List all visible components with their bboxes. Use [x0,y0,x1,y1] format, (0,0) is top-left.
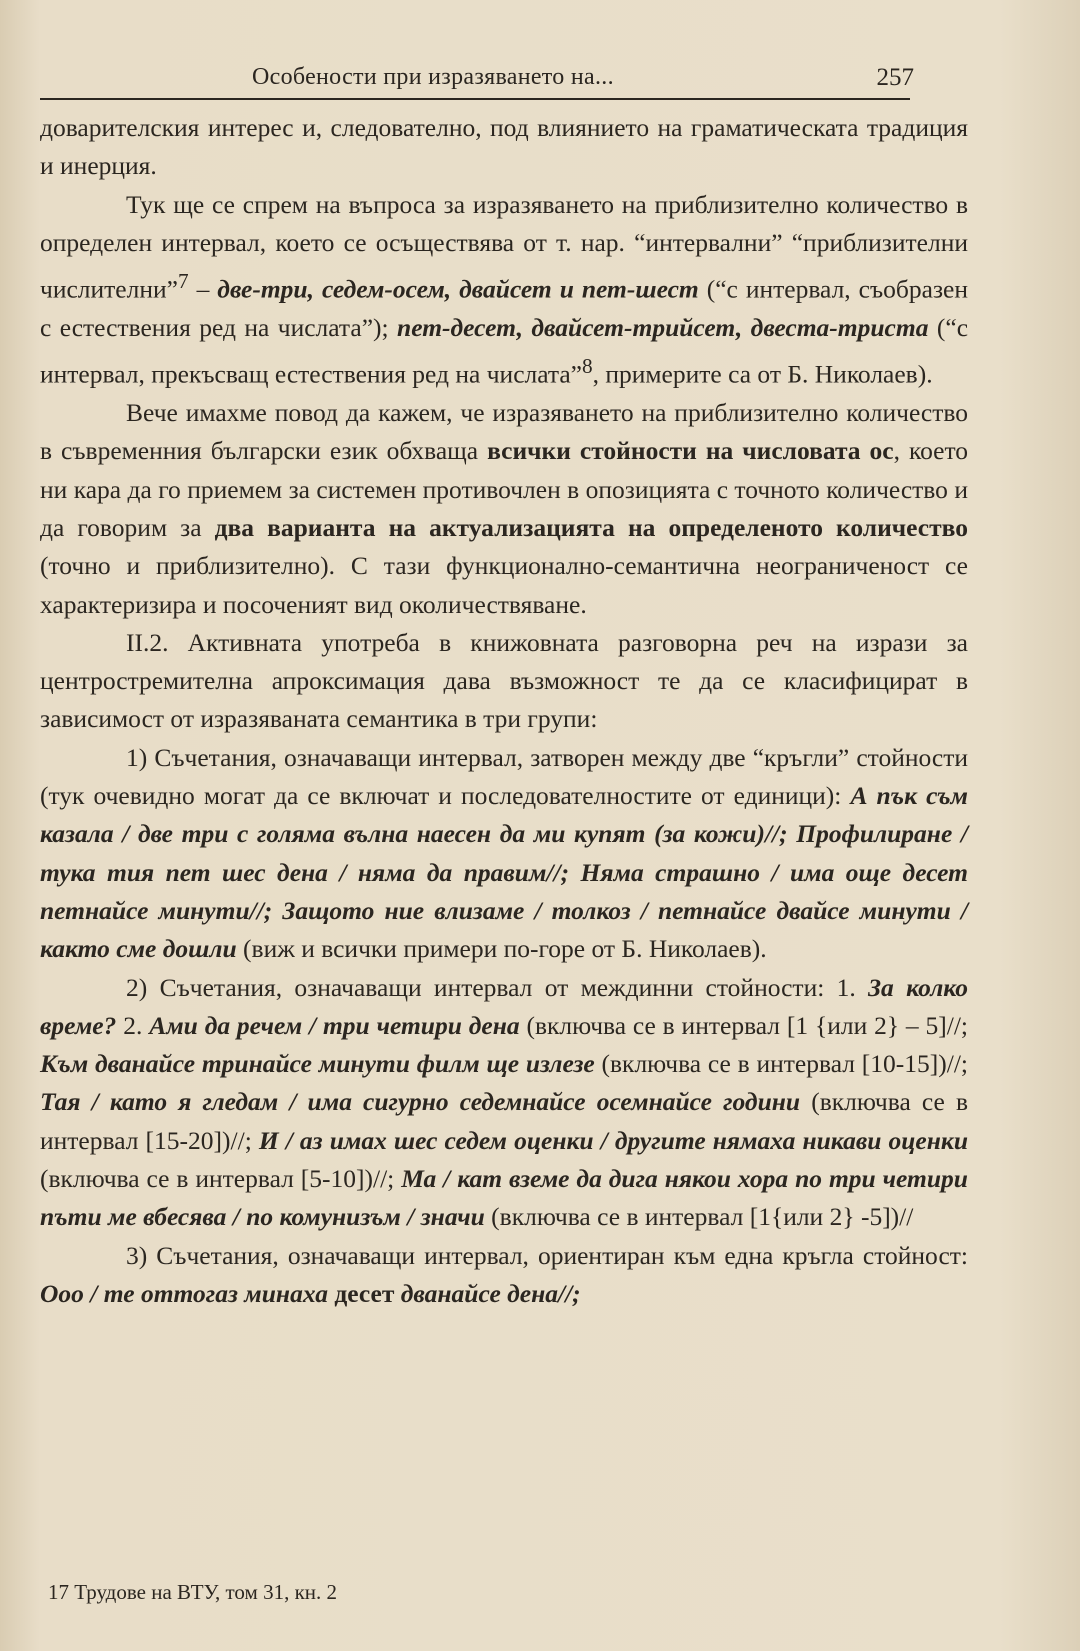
example-text: Ооо / те оттогаз минаха [40,1278,335,1308]
paragraph-group-1 [40,739,968,969]
paragraph-text: (включва се в интервал [15-20])//; [40,1087,968,1155]
paragraph-text: (включва се в интервал [1{или 2} -5])// [484,1202,914,1232]
paragraph-text: Тук ще се спрем на въпроса за изразяването на приблизително количество в определен интервал, което се осъществява от т. нар. “интервални” “приблизителни числителни” [40,189,968,304]
example-text: За колко време? [40,972,968,1040]
page-number: 257 [876,64,914,91]
paragraph-text: (“с интервал, прекъсващ естествения ред на числата” [40,312,969,389]
example-text: дванайсе дена//; [394,1278,581,1308]
paragraph-text: 1) Съчетания, означаващи интервал, затворен между две “кръгли” стойности (тук очевидно могат да се включат и последователностите от единици): [40,742,968,811]
paragraph-text: Вече имахме повод да кажем, че изразяването на приблизително количество в съвременния български език обхваща [40,398,968,466]
emphasis-text: всички стойности на числовата ос [487,436,894,466]
example-text: две-три, седем-осем, двайсет и пет-шест [217,274,699,304]
paragraph-text: (включва се в интервал [10-15])//; [594,1049,968,1079]
paragraph-text: , което ни кара да го приемем за системен противочлен в опозицията с точното количество и да говорим за [40,436,969,542]
paragraph-section-II-2 [40,624,968,739]
paragraph-text: (точно и приблизително). С тази функционално-семантична неограниченост се характеризира и посоченият вид околичествяване. [40,551,968,619]
example-text: И / аз имах шес седем оценки / другите нямаха никави оценки [258,1125,969,1155]
paragraph-number-axis [40,394,968,624]
footnote-ref-7: 7 [177,269,189,294]
paragraph-text: (“с интервал, съобразен с естествения ред на числата”); [40,274,968,342]
emphasis-text: два варианта на актуализацията на определеното количество [214,512,968,542]
example-text: Тая / като я гледам / има сигурно седемнайсе осемнайсе години [40,1087,801,1117]
paragraph-text: 2) Съчетания, означаващи интервал от междинни стойности: 1. [126,972,869,1002]
paragraph-text: , примерите са от Б. Николаев). [592,359,933,389]
paragraph-continuation [40,109,968,186]
paragraph-group-3 [40,1237,968,1314]
example-text: Ами да речем / три четири дена [149,1010,520,1040]
paragraph-text: доварителския интерес и, следователно, под влиянието на граматическата традиция и инерция. [40,113,968,181]
example-text: А пък съм казала / две три с голяма вълна наесен да ми купят (за кожи)//; Профилиране / тука тия пет шес дена / няма да правим//; Няма страшно / има още десет петнайсе минути//; Защото ние влизаме / толкоз / петнайсе двайсе минути / както сме дошли [40,781,968,964]
paragraph-interval-numerals [40,186,968,394]
paragraph-text: 2. [116,1010,150,1040]
example-text: Ма / кат вземе да дига някои хора по три четири пъти ме вбесява / по комунизъм / значи [40,1164,968,1232]
paragraph-text: (виж и всички примери по-горе от Б. Николаев). [236,934,767,964]
paragraph-text: (включва се в интервал [5-10])//; [40,1164,402,1194]
paragraph-text: – [188,274,218,304]
example-text: пет-десет, двайсет-трийсет, двеста-триста [397,312,929,342]
book-page [40,0,1040,1651]
emphasis-text: десет [334,1278,395,1308]
paragraph-text: (включва се в интервал [1 {или 2} – 5]//; [519,1010,968,1040]
paragraph-text: II.2. Активната употреба в книжовната разговорна реч на изрази за центростремителна апроксимация дава възможност те да се класифицират в зависимост от изразяваната семантика в три групи: [40,627,968,734]
footnote-ref-8: 8 [582,354,593,379]
example-text: Към дванайсе тринайсе минути филм ще излезе [40,1049,595,1079]
body-text [40,109,968,1313]
paragraph-text: 3) Съчетания, означаващи интервал, ориентиран към една кръгла стойност: [126,1240,968,1270]
signature-footer: 17 Трудове на ВТУ, том 31, кн. 2 [48,1580,338,1604]
running-head [40,60,914,100]
running-head-title: Особености при изразяването на... [252,64,614,90]
paragraph-group-2 [40,969,968,1237]
